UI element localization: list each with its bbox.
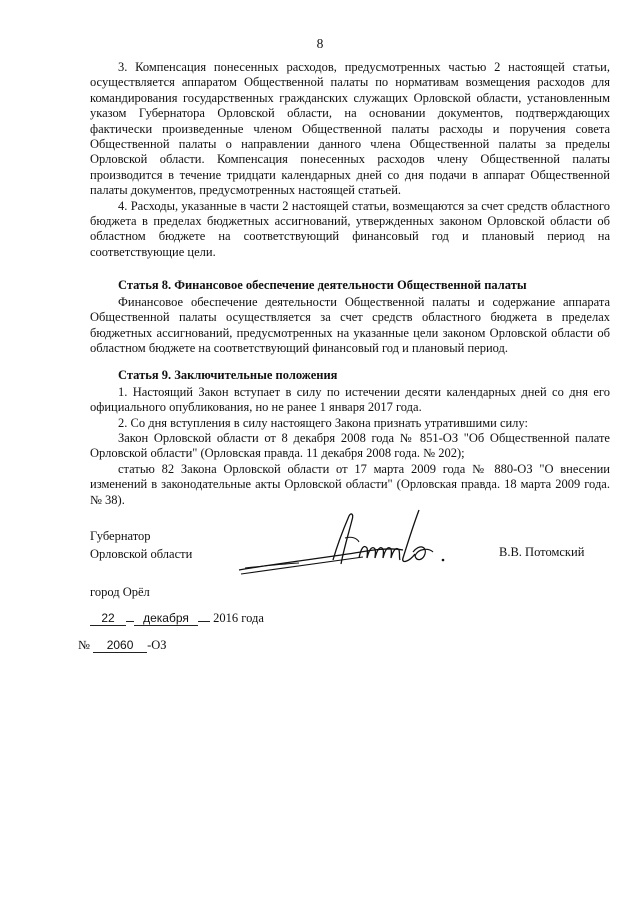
date-day: 22 xyxy=(90,612,126,626)
date-month: декабря xyxy=(134,612,198,626)
article-8-text: Финансовое обеспечение деятельности Общественной палаты и содержание аппарата Общественной палаты осуществляется за счет средств областного бюджета в пределах бюджетных ассигнований, предусмотренных на указанные цели законом Орловской области об областном бюджете на соответствующий финансовый год и плановый период. xyxy=(90,294,610,355)
paragraph-compensation: 3. Компенсация понесенных расходов, предусмотренных частью 2 настоящей статьи, осуществляется аппаратом Общественной палаты по нормативам возмещения расходов для командирования государственных гражданских служащих Орловской области, установленным указом Губернатора Орловской области, на основании документов, подтверждающих фактически произведенные членом Общественной палаты расходы и поручения совета Общественной палаты о направлении данного члена Общественной палаты за пределы Орловской области. Компенсация понесенных расходов члену Общественной палаты производится в течение тридцати календарных дней со дня подачи в аппарат Общественной палаты документов, предусмотренных настоящей статьей. xyxy=(90,60,610,198)
repealed-law-851: Закон Орловской области от 8 декабря 2008 года № 851-ОЗ "Об Общественной палате Орловской области" (Орловская правда. 11 декабря 2008 года. № 202); xyxy=(90,430,610,461)
number-value: 2060 xyxy=(93,639,147,653)
date-underline-gap xyxy=(126,621,134,622)
repealed-article-82: статью 82 Закона Орловской области от 17 марта 2009 года № 880-ОЗ "О внесении изменений в законодательные акты Орловской области" (Орловская правда. 18 марта 2009 года. № 38). xyxy=(90,461,610,507)
signatory-name: В.В. Потомский xyxy=(499,545,585,559)
signatory-title-line-1: Губернатор xyxy=(90,529,151,543)
date-underline-gap xyxy=(198,621,210,622)
signatory-title xyxy=(90,527,192,563)
article-9-item-1: 1. Настоящий Закон вступает в силу по истечении десяти календарных дней со дня его официального опубликования, но не ранее 1 января 2017 года. xyxy=(90,384,610,415)
paragraph-expenses: 4. Расходы, указанные в части 2 настоящей статьи, возмещаются за счет средств областного бюджета в пределах бюджетных ассигнований, утвержденных законом Орловской области об областном бюджете на соответствующий финансовый год и плановый период на соответствующие цели. xyxy=(90,198,610,259)
law-text xyxy=(90,60,610,508)
article-8-heading: Статья 8. Финансовое обеспечение деятельности Общественной палаты xyxy=(118,278,527,293)
signing-date xyxy=(90,611,264,626)
article-9-item-2: 2. Со дня вступления в силу настоящего Закона признать утратившими силу: xyxy=(118,415,528,430)
handwritten-signature xyxy=(233,508,463,593)
law-number xyxy=(78,638,167,653)
number-suffix: -ОЗ xyxy=(147,638,167,652)
page-number: 8 xyxy=(316,36,324,51)
signing-city: город Орёл xyxy=(90,585,150,599)
signatory-title-line-2: Орловской области xyxy=(90,547,193,561)
article-9-heading: Статья 9. Заключительные положения xyxy=(118,368,338,383)
date-year: 2016 года xyxy=(213,611,264,625)
number-sign: № xyxy=(78,638,90,652)
